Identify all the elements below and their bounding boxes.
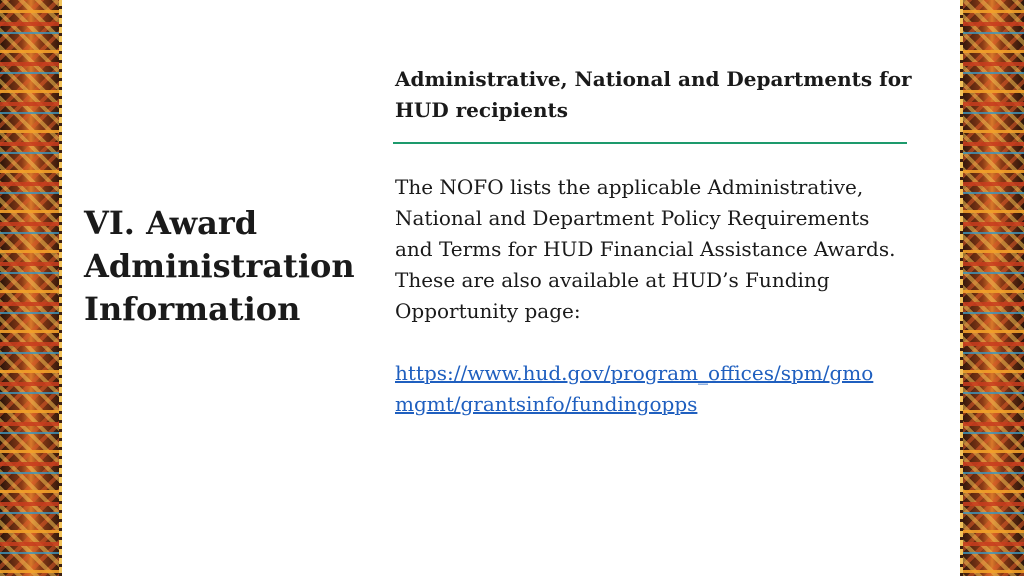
border-trim-right	[960, 0, 963, 576]
decorative-border-left	[0, 0, 62, 576]
border-trim-left	[59, 0, 62, 576]
slide-title-line: VI. Award	[84, 204, 258, 242]
body-line: The NOFO lists the applicable Administrative,	[395, 175, 864, 199]
slide-title-line: Administration	[84, 247, 355, 285]
body-line: National and Department Policy Requirements	[395, 206, 870, 230]
body-line: These are also available at HUD’s Funding	[395, 268, 830, 292]
section-heading-line: HUD recipients	[395, 98, 569, 122]
funding-opportunities-link[interactable]	[395, 358, 955, 420]
link-line[interactable]: https://www.hud.gov/program_offices/spm/gmo	[395, 361, 874, 385]
slide-title-line: Information	[84, 290, 301, 328]
body-paragraph	[395, 172, 955, 327]
heading-divider	[393, 142, 907, 144]
section-heading-line: Administrative, National and Departments for	[395, 67, 912, 91]
link-line[interactable]: mgmt/grantsinfo/fundingopps	[395, 392, 698, 416]
body-line: Opportunity page:	[395, 299, 581, 323]
body-line: and Terms for HUD Financial Assistance Awards.	[395, 237, 896, 261]
section-heading	[395, 64, 955, 126]
decorative-border-right	[960, 0, 1024, 576]
slide-title	[84, 202, 380, 331]
